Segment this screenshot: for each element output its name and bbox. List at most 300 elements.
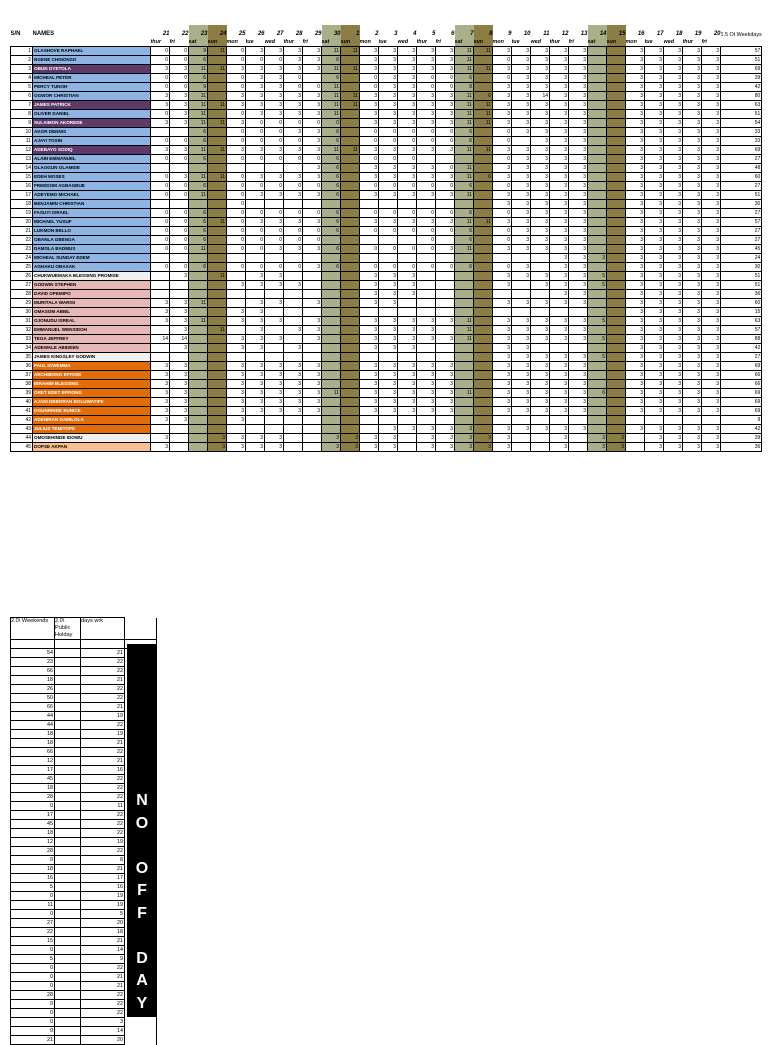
hours-cell: 3 (284, 173, 303, 182)
hours-cell: 3 (702, 353, 721, 362)
hours-cell: 3 (379, 272, 398, 281)
hours-cell (246, 425, 265, 434)
hours-cell (531, 416, 550, 425)
weekend-ot-value: 15 (11, 937, 55, 946)
hours-cell: 3 (512, 371, 531, 380)
date-header: 4 (413, 31, 417, 37)
hours-cell: 3 (379, 119, 398, 128)
hours-cell (246, 290, 265, 299)
hours-cell: 3 (683, 371, 702, 380)
days-worked-value: 22 (81, 748, 125, 757)
hours-cell: 3 (664, 245, 683, 254)
hours-cell: 0 (227, 155, 246, 164)
hours-cell: 3 (493, 353, 512, 362)
hours-cell: 3 (246, 47, 265, 56)
hours-cell: 11 (455, 56, 474, 65)
hours-cell: 3 (664, 407, 683, 416)
hours-cell: 3 (151, 398, 170, 407)
weekday-ot-total: 36 (721, 443, 762, 452)
hours-cell: 3 (645, 398, 664, 407)
table-row (11, 200, 762, 209)
hours-cell: 3 (284, 47, 303, 56)
hours-cell: 3 (360, 47, 379, 56)
hours-cell: 3 (683, 272, 702, 281)
hours-cell: 0 (303, 119, 322, 128)
hours-cell: 3 (626, 425, 645, 434)
hours-cell (265, 416, 284, 425)
hours-cell: 3 (626, 83, 645, 92)
hours-cell: 3 (284, 92, 303, 101)
hours-cell (341, 236, 360, 245)
hours-cell: 3 (417, 389, 436, 398)
employee-name: IBRAHIM BLESSING (33, 380, 151, 389)
hours-cell: 3 (151, 146, 170, 155)
hours-cell (569, 416, 588, 425)
hours-cell: 3 (170, 101, 189, 110)
hours-cell (607, 65, 626, 74)
hours-cell: 3 (569, 191, 588, 200)
hours-cell (322, 308, 341, 317)
hours-cell (379, 254, 398, 263)
hours-cell: 3 (360, 317, 379, 326)
employee-name: SULAIMON AKOREDE (33, 119, 151, 128)
hours-cell (341, 308, 360, 317)
holiday-value (55, 685, 81, 694)
hours-cell: 3 (550, 407, 569, 416)
weekday-ot-total: 39 (721, 74, 762, 83)
hours-cell (607, 92, 626, 101)
days-worked-value: 16 (81, 883, 125, 892)
hours-cell: 3 (493, 164, 512, 173)
hours-cell (303, 344, 322, 353)
hours-cell: 3 (512, 353, 531, 362)
hours-cell: 3 (683, 218, 702, 227)
table-row (11, 434, 762, 443)
hours-cell (284, 272, 303, 281)
hours-cell (322, 254, 341, 263)
hours-cell (189, 362, 208, 371)
hours-cell: 0 (265, 119, 284, 128)
days-worked-value: 20 (81, 1036, 125, 1045)
hours-cell (322, 200, 341, 209)
hours-cell: 6 (322, 164, 341, 173)
hours-cell: 3 (683, 299, 702, 308)
hours-cell: 3 (626, 308, 645, 317)
hours-cell: 11 (322, 101, 341, 110)
hours-cell: 6 (189, 128, 208, 137)
hours-cell (341, 290, 360, 299)
hours-cell (208, 398, 227, 407)
days-worked-value: 22 (81, 991, 125, 1000)
weekday-header: mon (625, 39, 637, 45)
holiday-value (55, 1027, 81, 1036)
hours-cell: 3 (436, 434, 455, 443)
hours-cell (474, 335, 493, 344)
hours-cell: 3 (417, 335, 436, 344)
hours-cell: 0 (303, 182, 322, 191)
hours-cell (341, 407, 360, 416)
hours-cell (284, 164, 303, 173)
hours-cell (303, 74, 322, 83)
hours-cell (208, 110, 227, 119)
hours-cell: 3 (265, 191, 284, 200)
holiday-value (55, 919, 81, 928)
hours-cell: 3 (151, 371, 170, 380)
hours-cell: 0 (360, 137, 379, 146)
weekday-header: tue (245, 39, 254, 45)
hours-cell (341, 110, 360, 119)
hours-cell (341, 362, 360, 371)
hours-cell: 3 (645, 254, 664, 263)
no-off-days-banner (127, 644, 157, 1034)
hours-cell: 0 (227, 83, 246, 92)
hours-cell (151, 164, 170, 173)
hours-cell (588, 56, 607, 65)
hours-cell: 3 (246, 65, 265, 74)
hours-cell: 3 (436, 425, 455, 434)
hours-cell: 3 (645, 344, 664, 353)
hours-cell: 11 (474, 47, 493, 56)
hours-cell: 3 (664, 191, 683, 200)
hours-cell: 3 (360, 398, 379, 407)
days-worked-value: 21 (81, 937, 125, 946)
hours-cell: 3 (151, 434, 170, 443)
employee-name: OLASHOVE RAPHAEL (33, 47, 151, 56)
row-number: 3 (11, 65, 33, 74)
hours-cell: 3 (246, 272, 265, 281)
hours-cell (455, 281, 474, 290)
weekend-ot-value: 21 (11, 1036, 55, 1045)
hours-cell (360, 254, 379, 263)
hours-cell: 3 (284, 281, 303, 290)
hours-cell (170, 290, 189, 299)
weekday-header: wed (264, 39, 275, 45)
hours-cell: 6 (322, 155, 341, 164)
hours-cell (588, 137, 607, 146)
hours-cell (474, 164, 493, 173)
weekend-ot-value: 5 (11, 883, 55, 892)
hours-cell: 3 (550, 56, 569, 65)
hours-cell: 3 (645, 227, 664, 236)
hours-cell: 0 (284, 83, 303, 92)
hours-cell: 3 (569, 209, 588, 218)
hours-cell: 3 (683, 407, 702, 416)
weekday-ot-total: 27 (721, 236, 762, 245)
hours-cell (607, 299, 626, 308)
hours-cell (436, 326, 455, 335)
hours-cell (398, 353, 417, 362)
hours-cell: 11 (322, 389, 341, 398)
row-number: 8 (11, 110, 33, 119)
days-worked-value: 21 (81, 757, 125, 766)
holiday-value (55, 802, 81, 811)
hours-cell: 3 (398, 65, 417, 74)
hours-cell: 3 (569, 380, 588, 389)
row-number: 43 (11, 425, 33, 434)
hours-cell (417, 281, 436, 290)
hours-cell (588, 344, 607, 353)
hours-cell: 0 (417, 245, 436, 254)
hours-cell: 3 (626, 218, 645, 227)
hours-cell: 14 (531, 92, 550, 101)
hours-cell: 3 (246, 434, 265, 443)
hours-cell: 6 (189, 137, 208, 146)
hours-cell: 3 (493, 191, 512, 200)
hours-cell (588, 65, 607, 74)
hours-cell: 3 (151, 119, 170, 128)
employee-name: ADEWALE ABIDEEN (33, 344, 151, 353)
hours-cell: 3 (398, 218, 417, 227)
hours-cell: 3 (664, 101, 683, 110)
hours-cell (398, 254, 417, 263)
table-row (11, 362, 762, 371)
hours-cell (208, 371, 227, 380)
row-number: 20 (11, 218, 33, 227)
hours-cell: 3 (512, 398, 531, 407)
weekday-header: thur (283, 39, 294, 45)
hours-cell: 3 (702, 65, 721, 74)
hours-cell: 3 (550, 425, 569, 434)
hours-cell: 3 (303, 407, 322, 416)
hours-cell: 0 (303, 227, 322, 236)
hours-cell: 0 (151, 227, 170, 236)
hours-cell: 3 (436, 398, 455, 407)
hours-cell (284, 425, 303, 434)
hours-cell (341, 209, 360, 218)
date-header: 6 (451, 31, 455, 37)
hours-cell (607, 335, 626, 344)
hours-cell: 0 (436, 74, 455, 83)
hours-cell: 3 (569, 362, 588, 371)
hours-cell: 3 (303, 92, 322, 101)
hours-cell: 3 (531, 227, 550, 236)
hours-cell: 3 (303, 191, 322, 200)
hours-cell: 3 (151, 389, 170, 398)
hours-cell (322, 407, 341, 416)
hours-cell (303, 443, 322, 452)
hours-cell (607, 83, 626, 92)
weekday-ot-total: 15 (721, 308, 762, 317)
hours-cell: 3 (531, 137, 550, 146)
date-header-row (11, 25, 762, 38)
hours-cell: 11 (474, 110, 493, 119)
hours-cell: 3 (227, 344, 246, 353)
row-number: 14 (11, 164, 33, 173)
hours-cell: 3 (379, 434, 398, 443)
hours-cell: 3 (664, 119, 683, 128)
hours-cell: 0 (284, 155, 303, 164)
hours-cell: 3 (379, 92, 398, 101)
hours-cell: 0 (170, 56, 189, 65)
hours-cell: 3 (569, 146, 588, 155)
hours-cell (227, 254, 246, 263)
weekend-ot-value: 17 (11, 766, 55, 775)
hours-cell: 0 (379, 245, 398, 254)
weekday-header: sun (607, 38, 626, 47)
hours-cell (588, 110, 607, 119)
hours-cell: 3 (436, 65, 455, 74)
hours-cell: 3 (664, 146, 683, 155)
weekday-ot-total: 88 (721, 335, 762, 344)
days-worked-value: 21 (81, 973, 125, 982)
hours-cell: 6 (322, 128, 341, 137)
weekday-header: mon (492, 39, 504, 45)
hours-cell: 11 (455, 173, 474, 182)
weekday-header: sun (474, 38, 493, 47)
hours-cell (436, 272, 455, 281)
hours-cell: 3 (360, 119, 379, 128)
hours-cell: 0 (151, 155, 170, 164)
days-worked-header: days wrk (81, 618, 125, 640)
hours-cell (189, 200, 208, 209)
hours-cell: 3 (398, 290, 417, 299)
hours-cell: 3 (246, 344, 265, 353)
hours-cell: 3 (360, 407, 379, 416)
days-worked-value: 19 (81, 838, 125, 847)
hours-cell (588, 155, 607, 164)
hours-cell: 11 (322, 47, 341, 56)
hours-cell: 3 (664, 443, 683, 452)
hours-cell: 3 (626, 344, 645, 353)
hours-cell: 5 (588, 317, 607, 326)
hours-cell: 0 (227, 74, 246, 83)
hours-cell (189, 272, 208, 281)
hours-cell: 11 (189, 245, 208, 254)
hours-cell: 0 (360, 74, 379, 83)
weekday-header: mon (359, 39, 371, 45)
employee-name: AJADI DEBORAH BOLUWATIFE (33, 398, 151, 407)
hours-cell (474, 209, 493, 218)
hours-cell: 0 (246, 209, 265, 218)
weekend-ot-value: 66 (11, 667, 55, 676)
hours-cell: 3 (683, 335, 702, 344)
hours-cell: 3 (683, 47, 702, 56)
hours-cell: 0 (398, 128, 417, 137)
hours-cell: 3 (379, 425, 398, 434)
hours-cell: 3 (227, 362, 246, 371)
holiday-value (55, 658, 81, 667)
hours-cell: 3 (626, 146, 645, 155)
hours-cell: 0 (398, 182, 417, 191)
hours-cell: 3 (664, 218, 683, 227)
hours-cell: 3 (151, 299, 170, 308)
hours-cell: 3 (664, 83, 683, 92)
hours-cell: 3 (550, 47, 569, 56)
days-worked-value: 14 (81, 946, 125, 955)
row-number: 19 (11, 209, 33, 218)
hours-cell: 0 (227, 209, 246, 218)
hours-cell (588, 290, 607, 299)
hours-cell: 3 (360, 380, 379, 389)
hours-cell (417, 155, 436, 164)
hours-cell (607, 416, 626, 425)
hours-cell: 3 (417, 119, 436, 128)
hours-cell: 3 (170, 92, 189, 101)
hours-cell: 3 (702, 182, 721, 191)
hours-cell: 3 (436, 407, 455, 416)
date-header: 15 (607, 25, 626, 38)
hours-cell: 3 (398, 101, 417, 110)
hours-cell: 3 (493, 389, 512, 398)
hours-cell: 3 (702, 200, 721, 209)
hours-cell: 3 (512, 182, 531, 191)
employee-name: FASUYI ISRAEL (33, 209, 151, 218)
hours-cell: 3 (227, 398, 246, 407)
hours-cell (208, 56, 227, 65)
weekday-ot-total: 27 (721, 353, 762, 362)
banner-letter: F (137, 882, 147, 899)
hours-cell: 0 (303, 83, 322, 92)
holiday-value (55, 856, 81, 865)
hours-cell: 3 (569, 245, 588, 254)
hours-cell: 3 (227, 308, 246, 317)
hours-cell: 0 (227, 128, 246, 137)
hours-cell: 3 (683, 362, 702, 371)
weekday-ot-total: 27 (721, 227, 762, 236)
holiday-value (55, 1036, 81, 1045)
hours-cell (436, 290, 455, 299)
holiday-value (55, 712, 81, 721)
weekend-ot-value: 18 (11, 865, 55, 874)
row-number: 4 (11, 74, 33, 83)
hours-cell (360, 416, 379, 425)
hours-cell: 3 (683, 326, 702, 335)
hours-cell: 8 (455, 83, 474, 92)
hours-cell: 3 (645, 443, 664, 452)
hours-cell: 0 (284, 74, 303, 83)
hours-cell: 3 (265, 74, 284, 83)
hours-cell: 0 (436, 137, 455, 146)
weekday-header: wed (397, 39, 408, 45)
hours-cell: 3 (227, 407, 246, 416)
hours-cell (607, 146, 626, 155)
hours-cell: 3 (246, 443, 265, 452)
days-worked-value: 22 (81, 820, 125, 829)
days-worked-value: 22 (81, 811, 125, 820)
weekend-ot-value: 45 (11, 775, 55, 784)
hours-cell: 0 (360, 155, 379, 164)
names-header: NAMES (32, 31, 55, 37)
hours-cell (303, 308, 322, 317)
hours-cell: 3 (683, 155, 702, 164)
row-number: 17 (11, 191, 33, 200)
hours-cell: 3 (436, 173, 455, 182)
weekend-ot-value: 28 (11, 991, 55, 1000)
hours-cell: 3 (246, 101, 265, 110)
hours-cell: 3 (398, 272, 417, 281)
days-worked-value: 8 (81, 856, 125, 865)
hours-cell (512, 290, 531, 299)
weekday-ot-total: 51 (721, 110, 762, 119)
hours-cell (455, 155, 474, 164)
hours-cell (455, 308, 474, 317)
hours-cell: 3 (379, 380, 398, 389)
hours-cell: 3 (645, 425, 664, 434)
hours-cell (588, 416, 607, 425)
hours-cell: 0 (284, 263, 303, 272)
hours-cell: 3 (550, 281, 569, 290)
hours-cell: 3 (493, 119, 512, 128)
hours-cell (227, 164, 246, 173)
hours-cell: 3 (683, 209, 702, 218)
hours-cell: 0 (417, 227, 436, 236)
hours-cell: 0 (170, 137, 189, 146)
hours-cell: 11 (341, 92, 360, 101)
hours-cell: 3 (398, 56, 417, 65)
hours-cell: 3 (683, 101, 702, 110)
employee-name: EDEH MOSES (33, 173, 151, 182)
hours-cell (417, 416, 436, 425)
